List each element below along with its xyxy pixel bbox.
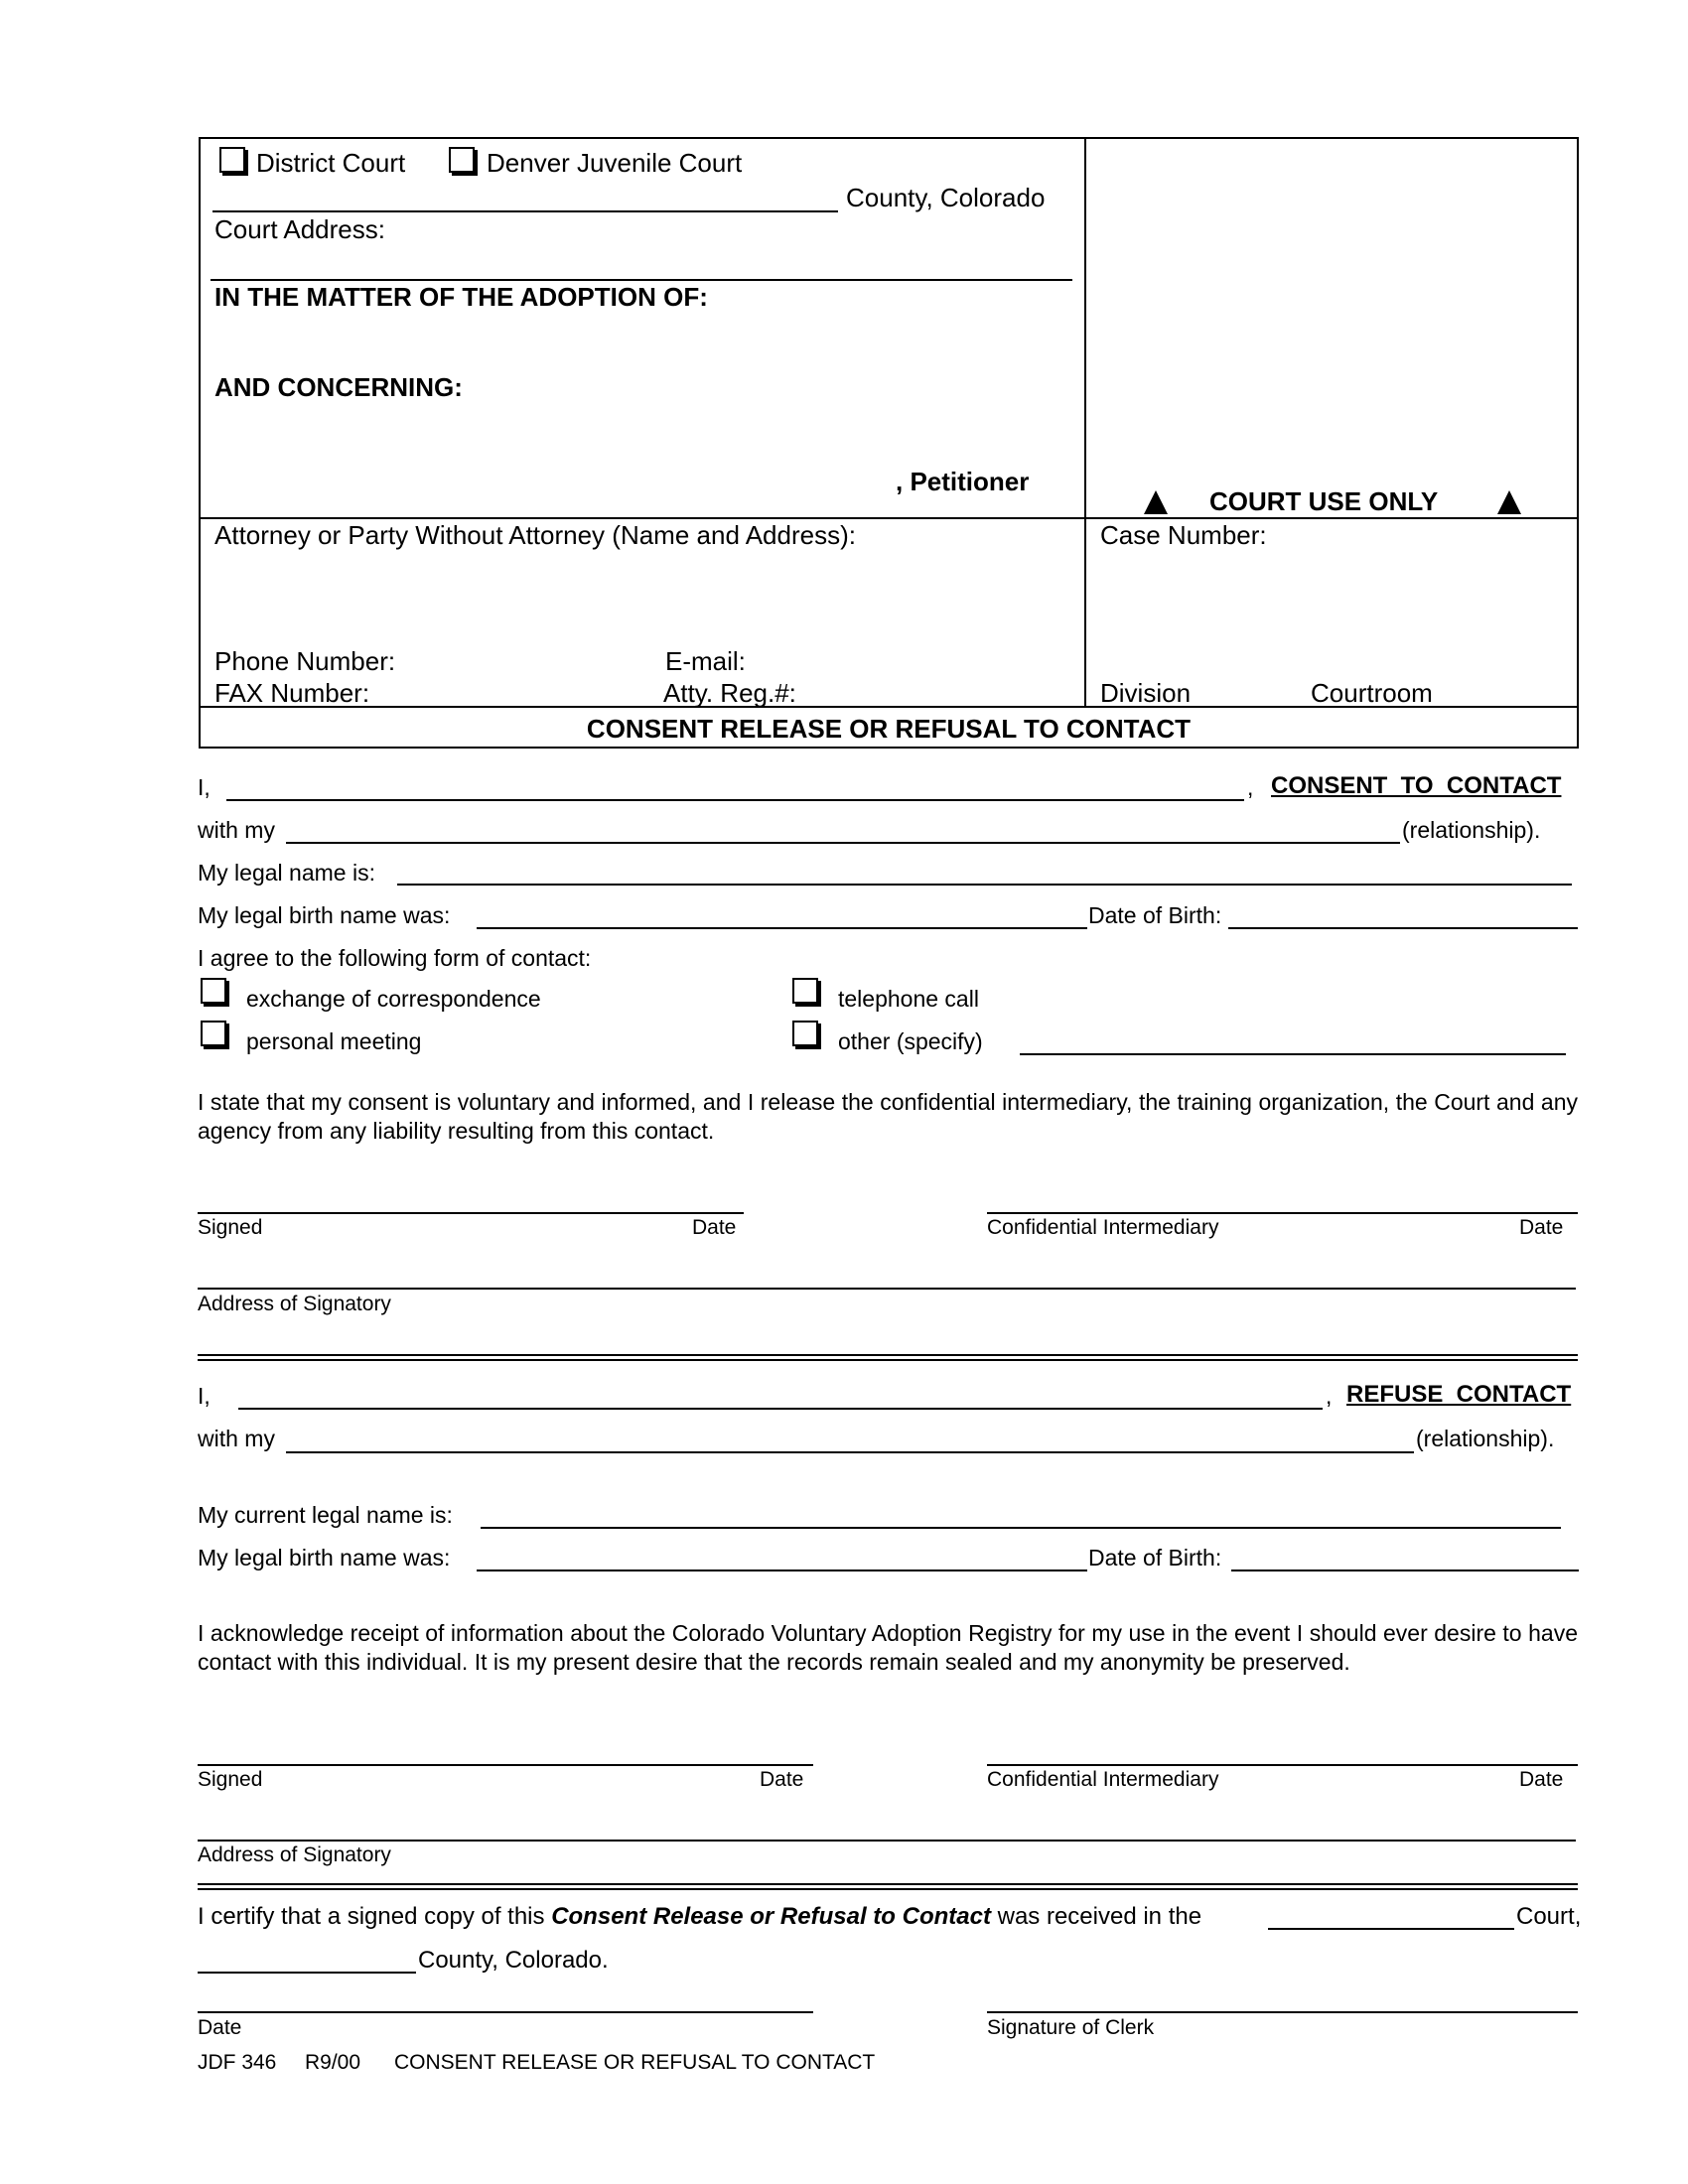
refusal-intermediary-label: Confidential Intermediary — [987, 1768, 1219, 1791]
address-line[interactable] — [198, 1288, 1576, 1290]
relationship-label: (relationship). — [1402, 817, 1541, 843]
dob-blank[interactable] — [1228, 927, 1578, 929]
atty-reg-label: Atty. Reg.#: — [663, 678, 796, 708]
court-label: Court, — [1516, 1903, 1582, 1930]
email-label: E-mail: — [665, 646, 746, 676]
refusal-dob-blank[interactable] — [1231, 1570, 1579, 1571]
refusal-name-blank[interactable] — [238, 1408, 1323, 1410]
petitioner-label: , Petitioner — [896, 467, 1030, 496]
relationship-blank[interactable] — [286, 842, 1400, 844]
dob-label: Date of Birth: — [1088, 902, 1222, 928]
refusal-birth-name-blank[interactable] — [477, 1570, 1087, 1571]
refusal-dob-label: Date of Birth: — [1088, 1545, 1222, 1570]
consent-i-label: I, — [198, 774, 211, 800]
denver-juvenile-court-checkbox[interactable] — [449, 147, 475, 173]
court-address-blank[interactable] — [211, 279, 1072, 281]
footer-title: CONSENT RELEASE OR REFUSAL TO CONTACT — [394, 2051, 876, 2074]
up-arrow-icon — [1497, 490, 1521, 514]
matter-heading: IN THE MATTER OF THE ADOPTION OF: — [214, 282, 708, 312]
fax-label: FAX Number: — [214, 678, 370, 708]
intermediary-signature-line[interactable] — [987, 1212, 1578, 1214]
legal-name-label: My legal name is: — [198, 860, 375, 886]
refusal-relationship-blank[interactable] — [286, 1451, 1414, 1453]
signed-label: Signed — [198, 1216, 263, 1239]
phone-label: Phone Number: — [214, 646, 396, 676]
refusal-with-my-label: with my — [198, 1426, 275, 1451]
county-blank[interactable] — [212, 210, 838, 212]
district-court-label: District Court — [256, 148, 406, 178]
certify-form-title: Consent Release or Refusal to Contact — [551, 1903, 991, 1930]
district-court-checkbox[interactable] — [219, 147, 245, 173]
certify-county-blank[interactable] — [198, 1972, 416, 1974]
certify-prefix: I certify that a signed copy of this — [198, 1903, 552, 1930]
refusal-signature-line[interactable] — [198, 1764, 813, 1766]
refusal-date-label: Date — [760, 1768, 804, 1791]
denver-juvenile-court-label: Denver Juvenile Court — [487, 148, 743, 178]
current-name-blank[interactable] — [481, 1527, 1561, 1529]
meeting-label: personal meeting — [246, 1028, 422, 1054]
form-title: CONSENT RELEASE OR REFUSAL TO CONTACT — [586, 714, 1192, 744]
telephone-checkbox[interactable] — [792, 978, 818, 1004]
correspondence-label: exchange of correspondence — [246, 986, 541, 1012]
other-checkbox[interactable] — [792, 1021, 818, 1046]
legal-name-blank[interactable] — [397, 884, 1572, 886]
division-label: Division — [1100, 678, 1192, 708]
refusal-comma: , — [1326, 1383, 1333, 1409]
intermediary-label: Confidential Intermediary — [987, 1216, 1219, 1239]
case-number-label: Case Number: — [1100, 520, 1267, 550]
court-use-only-label: COURT USE ONLY — [1209, 486, 1439, 516]
certify-suffix: was received in the — [990, 1903, 1202, 1930]
concerning-heading: AND CONCERNING: — [214, 372, 463, 402]
refusal-address-label: Address of Signatory — [198, 1843, 391, 1866]
certify-date-label: Date — [198, 2016, 242, 2039]
other-label: other (specify) — [838, 1028, 983, 1054]
up-arrow-icon — [1144, 490, 1168, 514]
consent-statement: I state that my consent is voluntary and informed, and I release the confidential intermediary, the training organization, the Court and any agency from any liability resulting from this contact. — [198, 1089, 1578, 1144]
refusal-birth-name-label: My legal birth name was: — [198, 1545, 451, 1570]
birth-name-label: My legal birth name was: — [198, 902, 451, 928]
with-my-label: with my — [198, 817, 275, 843]
refusal-address-line[interactable] — [198, 1840, 1576, 1842]
form-revision: R9/00 — [305, 2051, 361, 2074]
address-label: Address of Signatory — [198, 1293, 391, 1315]
consent-name-blank[interactable] — [226, 799, 1244, 801]
county-colorado-label: County, Colorado — [846, 183, 1046, 212]
refuse-contact-heading: REFUSE CONTACT — [1346, 1381, 1572, 1408]
clerk-signature-line[interactable] — [987, 2011, 1578, 2013]
certify-date-line[interactable] — [198, 2011, 813, 2013]
consent-comma: , — [1247, 774, 1254, 800]
courtroom-label: Courtroom — [1311, 678, 1433, 708]
correspondence-checkbox[interactable] — [201, 978, 226, 1004]
certify-statement — [198, 1903, 1201, 1931]
form-number: JDF 346 — [198, 2051, 277, 2074]
other-specify-blank[interactable] — [1020, 1053, 1566, 1055]
birth-name-blank[interactable] — [477, 927, 1087, 929]
refusal-intermediary-date-label: Date — [1519, 1768, 1564, 1791]
refusal-relationship-label: (relationship). — [1416, 1426, 1555, 1451]
court-address-label: Court Address: — [214, 214, 385, 244]
attorney-label: Attorney or Party Without Attorney (Name and Address): — [214, 520, 856, 550]
court-blank[interactable] — [1268, 1928, 1514, 1930]
intermediary-date-label: Date — [1519, 1216, 1564, 1239]
clerk-signature-label: Signature of Clerk — [987, 2016, 1155, 2039]
refusal-signed-label: Signed — [198, 1768, 263, 1791]
agree-label: I agree to the following form of contact: — [198, 945, 592, 971]
refusal-i-label: I, — [198, 1383, 211, 1409]
certify-county-label: County, Colorado. — [418, 1947, 609, 1974]
acknowledge-statement: I acknowledge receipt of information about the Colorado Voluntary Adoption Registry for my use in the event I should ever desire to have contact with this individual. It is my present desire that the records remain sealed and my anonymity be preserved. — [198, 1620, 1578, 1675]
refusal-intermediary-line[interactable] — [987, 1764, 1578, 1766]
consent-signature-line[interactable] — [198, 1212, 744, 1214]
current-name-label: My current legal name is: — [198, 1502, 453, 1528]
meeting-checkbox[interactable] — [201, 1021, 226, 1046]
telephone-label: telephone call — [838, 986, 979, 1012]
date-label: Date — [692, 1216, 737, 1239]
consent-to-contact-heading: CONSENT TO CONTACT — [1271, 772, 1562, 799]
